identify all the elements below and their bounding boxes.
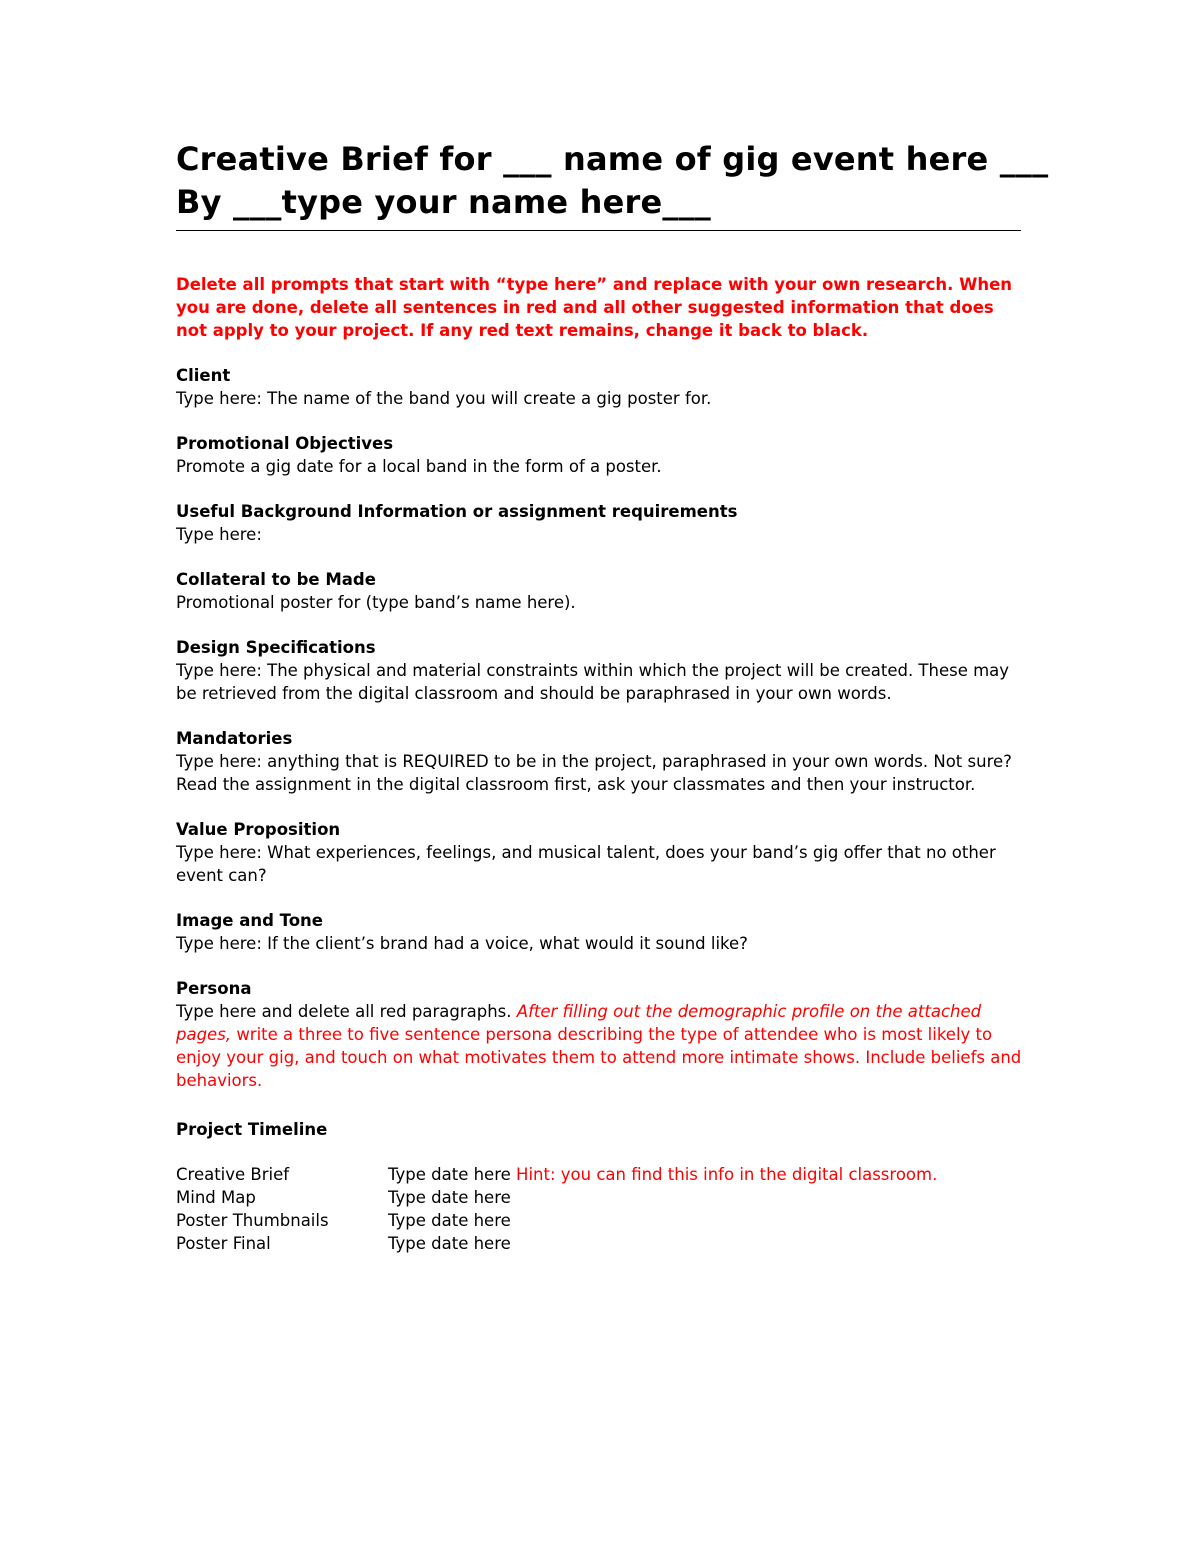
section-heading: Persona — [176, 979, 252, 998]
timeline-row — [176, 1186, 1026, 1209]
section-body: Type here: — [176, 525, 262, 544]
section-persona — [176, 977, 1026, 1092]
section-heading: Promotional Objectives — [176, 434, 394, 453]
timeline-label: Creative Brief — [176, 1165, 290, 1184]
project-timeline-heading: Project Timeline — [176, 1120, 328, 1139]
timeline-date: Type date here — [388, 1211, 511, 1230]
section-body: Type here: The physical and material constraints within which the project will be created. These may be retrieved from the digital classroom and should be paraphrased in your own words. — [176, 661, 1010, 703]
section-body: Type here: If the client’s brand had a voice, what would it sound like? — [176, 934, 748, 953]
persona-prompt-black: Type here and delete all red paragraphs. — [176, 1002, 512, 1021]
section-client — [176, 364, 1026, 410]
red-instructions: Delete all prompts that start with “type here” and replace with your own research. When you are done, delete all sentences in red and all other suggested information that does not apply to your project. If any red text remains, change it back to black. — [176, 275, 1013, 340]
section-design-specifications — [176, 636, 1026, 705]
document-title-line-1: Creative Brief for ___ name of gig event here ___ — [176, 140, 1049, 178]
document-title-line-2: By ___type your name here___ — [176, 183, 711, 221]
timeline-row — [176, 1163, 1026, 1186]
section-heading: Mandatories — [176, 729, 293, 748]
timeline-date-cell — [388, 1163, 937, 1186]
section-collateral — [176, 568, 1026, 614]
section-heading: Useful Background Information or assignment requirements — [176, 502, 738, 521]
section-heading: Image and Tone — [176, 911, 323, 930]
persona-prompt-red-italic: After filling out the demographic profile on the attached pages, — [176, 1002, 982, 1044]
section-heading: Value Proposition — [176, 820, 341, 839]
timeline-hint: Hint: you can find this info in the digital classroom. — [516, 1165, 938, 1184]
section-background-information — [176, 500, 1026, 546]
timeline-date: Type date here — [388, 1165, 511, 1184]
document-page — [176, 138, 1049, 1255]
timeline-label: Poster Final — [176, 1234, 271, 1253]
section-heading: Collateral to be Made — [176, 570, 376, 589]
section-heading: Client — [176, 366, 231, 385]
title-divider — [176, 230, 1021, 231]
section-body: Type here: anything that is REQUIRED to be in the project, paraphrased in your own words. Not sure? Read the assignment in the digital classroom first, ask your classmates and then your instructor. — [176, 752, 1012, 794]
timeline-label: Mind Map — [176, 1188, 256, 1207]
section-heading: Design Specifications — [176, 638, 376, 657]
timeline-date: Type date here — [388, 1234, 511, 1253]
project-timeline-table — [176, 1163, 1026, 1255]
section-mandatories — [176, 727, 1026, 796]
timeline-row — [176, 1232, 1026, 1255]
section-body: Type here: The name of the band you will create a gig poster for. — [176, 389, 712, 408]
persona-prompt-red: write a three to five sentence persona describing the type of attendee who is most likely to enjoy your gig, and touch on what motivates them to attend more intimate shows. Include beliefs and behaviors. — [176, 1025, 1022, 1090]
section-promotional-objectives — [176, 432, 1026, 478]
timeline-row — [176, 1209, 1026, 1232]
section-value-proposition — [176, 818, 1026, 887]
section-body: Promote a gig date for a local band in the form of a poster. — [176, 457, 662, 476]
timeline-label: Poster Thumbnails — [176, 1211, 329, 1230]
section-body: Type here: What experiences, feelings, and musical talent, does your band’s gig offer that no other event can? — [176, 843, 996, 885]
section-body: Promotional poster for (type band’s name here). — [176, 593, 576, 612]
section-image-and-tone — [176, 909, 1026, 955]
section-body — [176, 1000, 1026, 1092]
timeline-date: Type date here — [388, 1188, 511, 1207]
